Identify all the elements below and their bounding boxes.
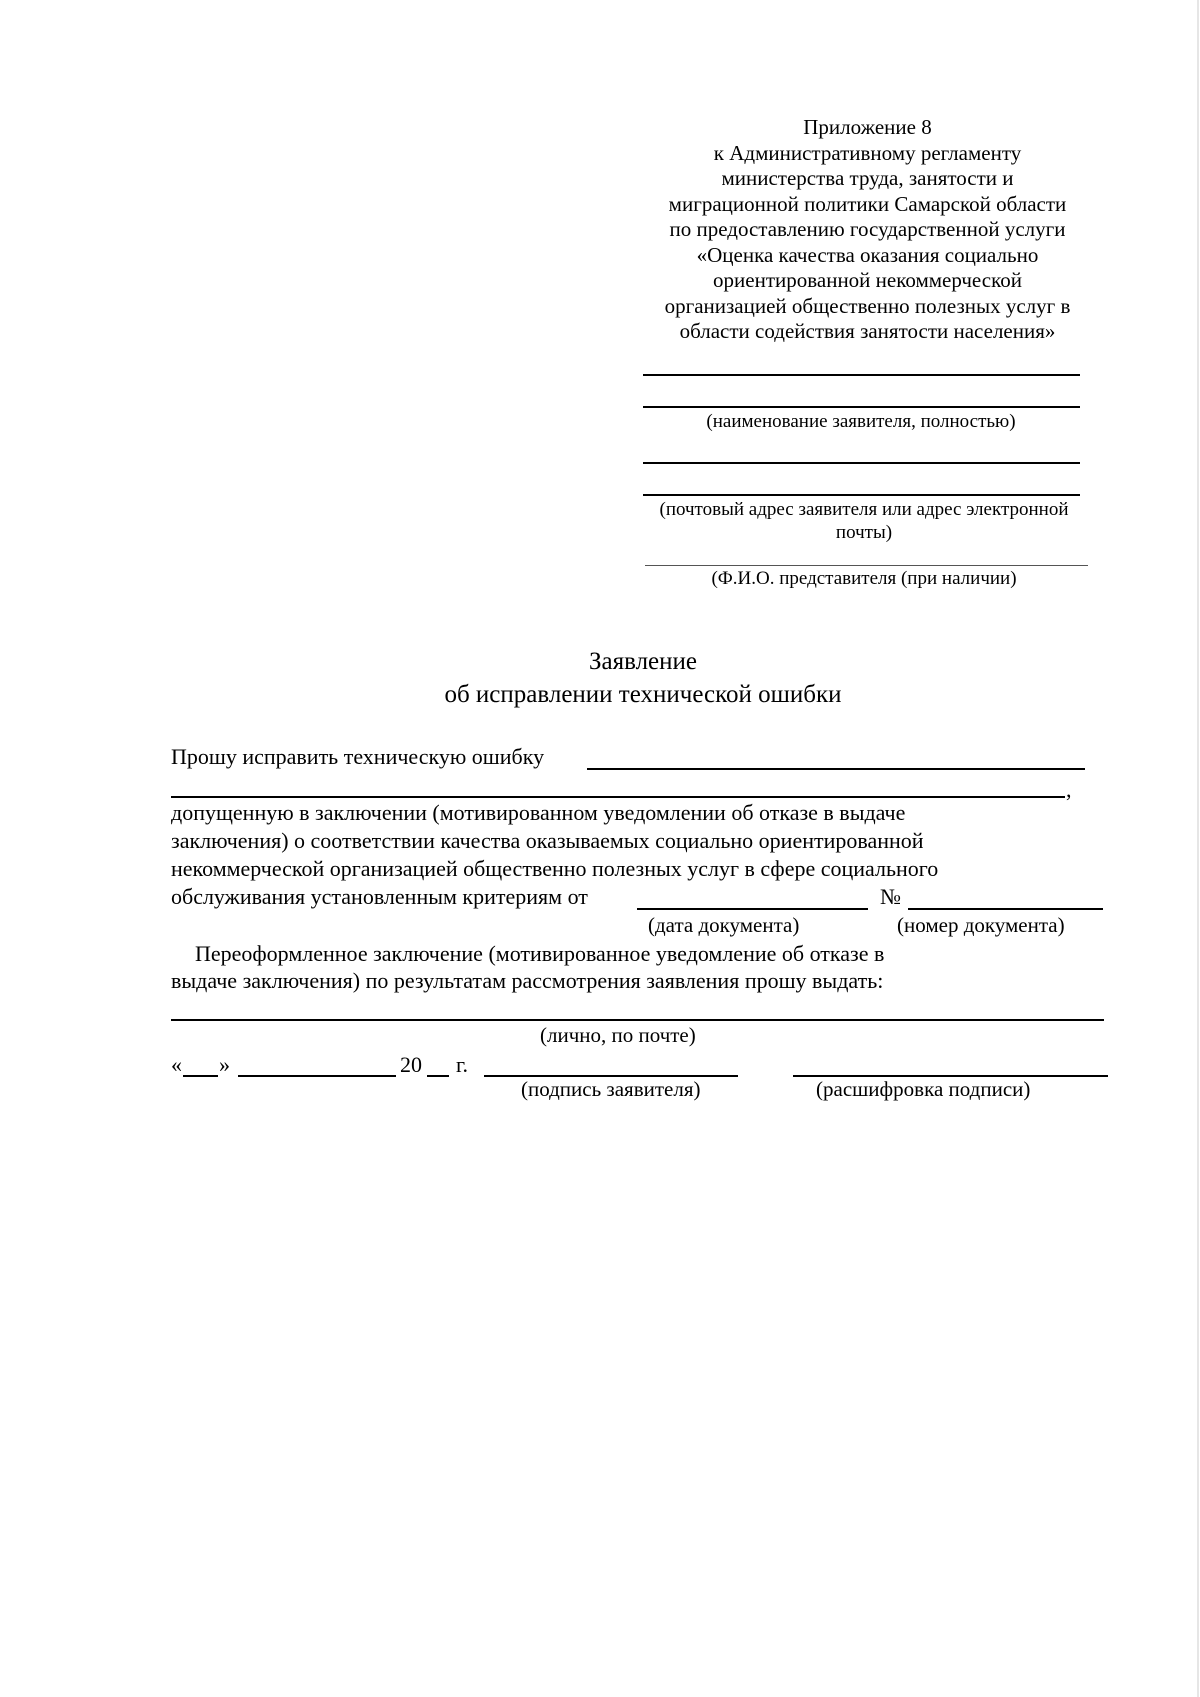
applicant-address-field-line-1[interactable] [643,462,1080,464]
date-quote-close: » [219,1052,230,1077]
date-quote-open: « [171,1052,182,1077]
paragraph-line: допущенную в заключении (мотивированном уведомлении об отказе в выдаче [171,800,906,825]
year-suffix: г. [456,1052,469,1077]
appendix-line: Приложение 8 [803,115,932,139]
appendix-line: ориентированной некоммерческой [713,268,1022,292]
appendix-line: «Оценка качества оказания социально [696,242,1039,267]
error-description-field[interactable] [587,768,1085,770]
applicant-name-caption: (наименование заявителя, полностью) [706,411,1016,432]
appendix-line: к Административному регламенту [713,140,1022,165]
sign-month-field[interactable] [238,1075,396,1077]
paragraph-line: заключения) о соответствии качества оказываемых социально ориентированной [171,828,924,853]
year-prefix: 20 [400,1052,422,1077]
reissue-line-2: выдаче заключения) по результатам рассмотрения заявления прошу выдать: [171,968,884,993]
comma: , [1066,777,1072,802]
paragraph-line: некоммерческой организацией общественно полезных услуг в сфере социального [171,856,939,881]
document-number-field[interactable] [908,908,1103,910]
appendix-line: миграционной политики Самарской области [668,191,1067,216]
appendix-block [640,115,1095,345]
applicant-address-caption-1: (почтовый адрес заявителя или адрес электронной [659,499,1069,520]
applicant-name-field-line-1[interactable] [643,374,1080,376]
reissue-line-1: Переоформленное заключение (мотивированное уведомление об отказе в [195,941,885,966]
applicant-name-field-line-2[interactable] [643,406,1080,408]
document-title: Заявление [588,648,698,675]
criteria-label: обслуживания установленным критериям от [171,884,588,909]
sign-day-field[interactable] [183,1075,218,1077]
number-caption: (номер документа) [897,913,1065,937]
document-date-field[interactable] [637,908,868,910]
error-description-field-2[interactable] [171,796,1065,798]
appendix-line: организацией общественно полезных услуг в [664,293,1071,318]
signature-caption: (подпись заявителя) [521,1077,701,1101]
sign-year-field[interactable] [427,1075,449,1077]
appendix-line: по предоставлению государственной услуги [669,217,1066,241]
appendix-line: министерства труда, занятости и [721,166,1014,190]
applicant-address-caption-2: почты) [835,522,893,543]
delivery-method-field[interactable] [171,1019,1104,1021]
representative-caption: (Ф.И.О. представителя (при наличии) [711,568,1017,589]
appendix-line: области содействия занятости населения» [679,319,1056,343]
delivery-caption: (лично, по почте) [540,1023,696,1047]
request-label: Прошу исправить техническую ошибку [171,744,545,769]
number-sign: № [880,884,901,909]
applicant-address-field-line-2[interactable] [643,494,1080,496]
signature-decode-caption: (расшифровка подписи) [816,1077,1031,1101]
date-caption: (дата документа) [648,913,800,937]
document-subtitle: об исправлении технической ошибки [444,681,842,708]
representative-field-line[interactable] [645,565,1088,566]
page-edge [1197,0,1199,1697]
